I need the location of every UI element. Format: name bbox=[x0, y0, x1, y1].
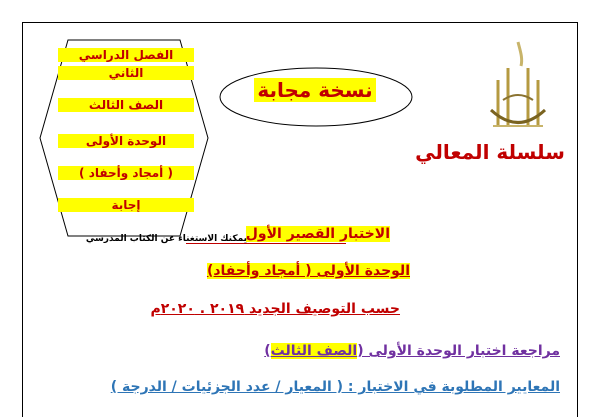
criteria-heading: المعايير المطلوبة في الاختبار : ( المعيار / عدد الجزئيات / الدرجة ) bbox=[110, 379, 560, 395]
hex-line-grade: الصف الثالث bbox=[88, 98, 164, 112]
page-border-right bbox=[577, 22, 578, 413]
hex-line-answer: إجابة bbox=[111, 198, 141, 212]
quiz-title: الاختبار القصير الأول bbox=[245, 226, 390, 242]
hex-line-unit: الوحدة الأولى bbox=[85, 134, 167, 148]
review-grade: الصف الثالث bbox=[270, 343, 358, 359]
hex-line-unit-name: ( أمجاد وأحفاد ) bbox=[79, 166, 173, 180]
hex-line-semester: الفصل الدراسي bbox=[78, 48, 174, 62]
unit-title: الوحدة الأولى ( أمجاد وأحفاد) bbox=[206, 263, 410, 279]
series-title: سلسلة المعالي bbox=[415, 140, 565, 164]
review-heading: مراجعة اختبار الوحدة الأولى (الصف الثالث) bbox=[264, 343, 560, 359]
almaali-logo bbox=[483, 40, 553, 135]
textbook-note: يمكنك الاستغناء عن الكتاب المدرسي bbox=[85, 234, 247, 244]
hex-line-second: الثاني bbox=[108, 66, 144, 80]
spec-text: حسب التوصيف الجديد ٢٠١٩ . ٢٠٢٠م bbox=[150, 301, 400, 317]
answer-copy-label: نسخة مجابة bbox=[230, 78, 400, 102]
